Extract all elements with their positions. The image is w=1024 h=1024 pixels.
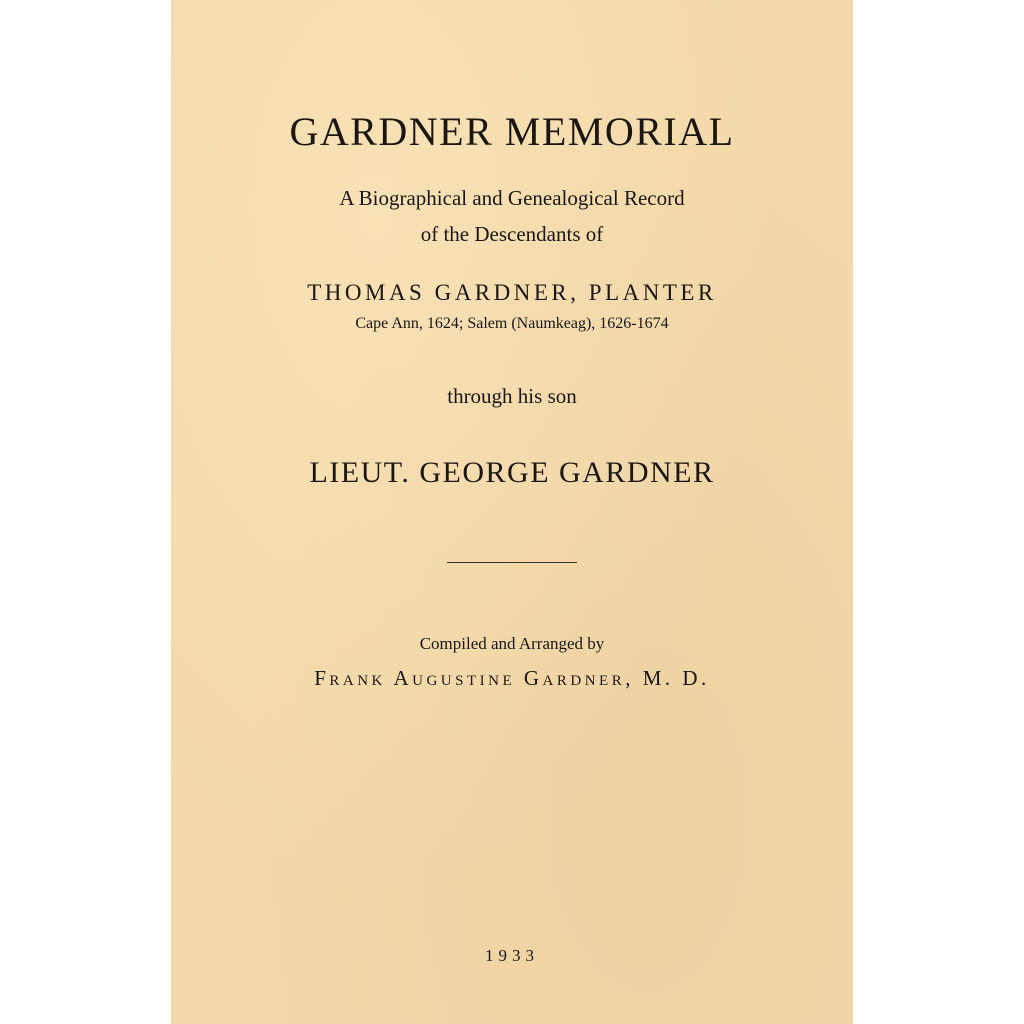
subtitle-line-2: of the Descendants of bbox=[420, 222, 604, 246]
descendant-name: LIEUT. GEORGE GARDNER bbox=[309, 456, 715, 489]
ancestor-places: Cape Ann, 1624; Salem (Naumkeag), 1626-1674 bbox=[355, 315, 669, 332]
publication-year: 1933 bbox=[485, 946, 539, 965]
book-title: GARDNER MEMORIAL bbox=[289, 109, 735, 154]
author-name: Frank Augustine Gardner, M. D. bbox=[314, 666, 710, 690]
ancestor-name: THOMAS GARDNER, PLANTER bbox=[307, 280, 717, 305]
subtitle-line-1: A Biographical and Genealogical Record bbox=[339, 186, 685, 210]
divider-rule bbox=[447, 562, 577, 563]
through-text: through his son bbox=[447, 384, 577, 408]
compiled-by-text: Compiled and Arranged by bbox=[419, 634, 605, 653]
title-page bbox=[171, 0, 853, 1024]
